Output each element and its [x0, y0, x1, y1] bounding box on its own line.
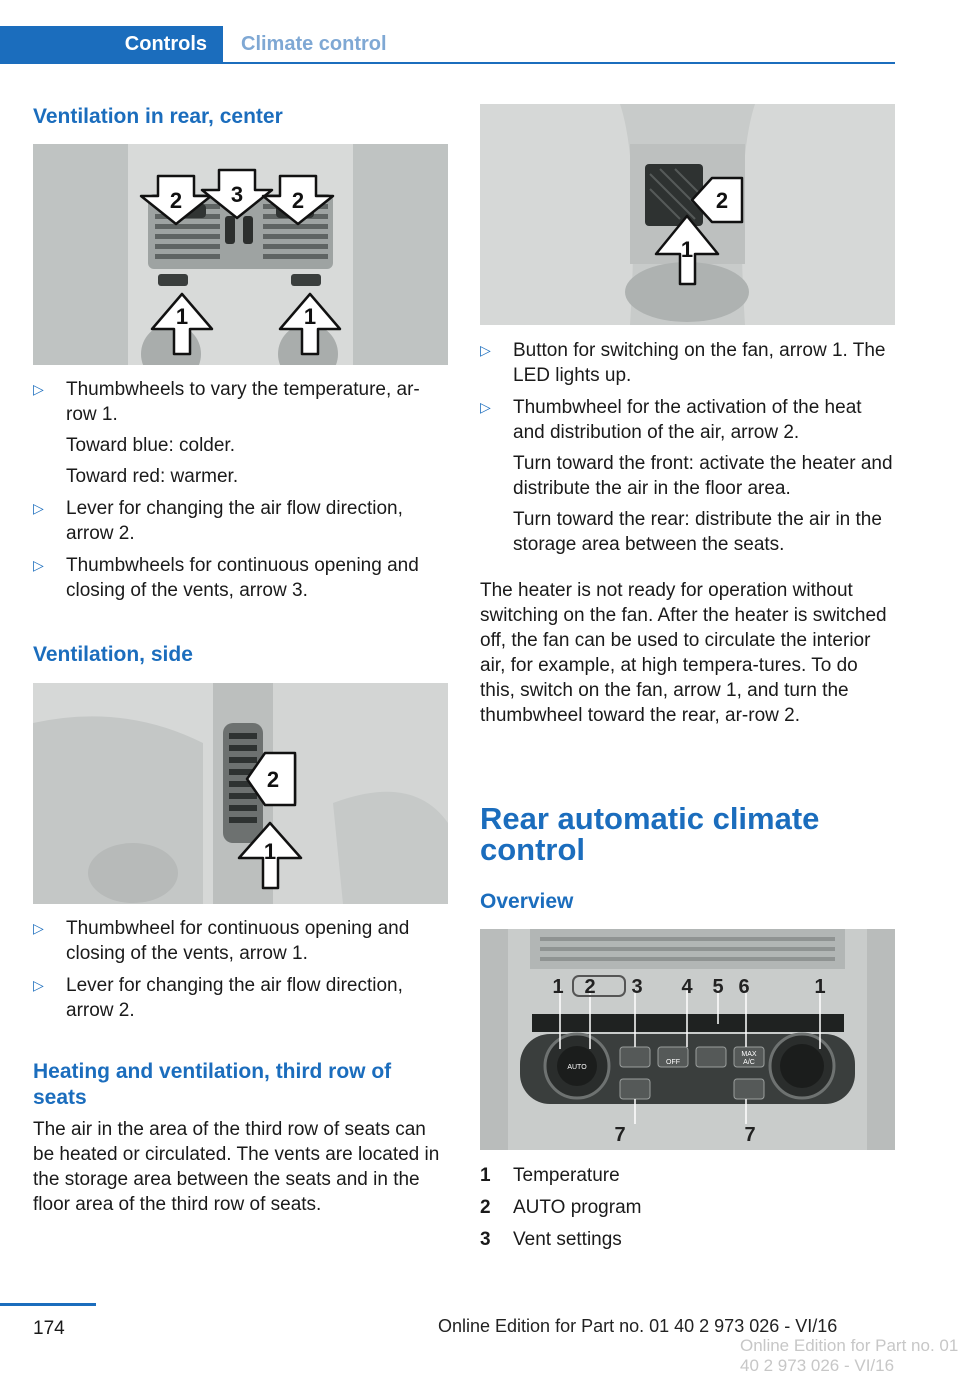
- side-list: [33, 916, 448, 1030]
- callout-4: 4: [681, 976, 693, 998]
- list-item: ▷ Lever for changing the air flow direction, arrow 2.: [33, 498, 403, 544]
- off-button-label: OFF: [666, 1059, 680, 1066]
- overview-legend: [480, 1163, 895, 1259]
- section-subtitle-overview: Overview: [480, 890, 574, 913]
- callout-7b: 7: [744, 1124, 756, 1146]
- callout-2b: 2: [291, 188, 305, 213]
- callout-1a: 1: [552, 976, 564, 998]
- section-title-rear-auto: Rear automatic climate control: [480, 801, 820, 867]
- list-item: ▷ Thumbwheel for continuous opening and closing of the vents, arrow 1.: [33, 918, 410, 964]
- triangle-bullet-icon: ▷: [33, 381, 44, 397]
- callout-5: 5: [712, 976, 724, 998]
- rear-center-vents-figure: [33, 144, 448, 365]
- list-item: ▷ Lever for changing the air flow direction, arrow 2.: [33, 975, 403, 1021]
- footer-rule: [0, 1303, 96, 1306]
- third-row-intro: The air in the area of the third row of seats can be heated or circulated. The vents are located in the storage area between the seats and in the floor area of the third row of seats.: [33, 1119, 440, 1215]
- triangle-bullet-icon: ▷: [33, 500, 44, 516]
- callout-1: 1: [680, 237, 694, 262]
- callout-2: 2: [584, 976, 596, 998]
- section-title-rear-center: Ventilation in rear, center: [33, 105, 283, 128]
- callout-1a: 1: [175, 304, 189, 329]
- triangle-bullet-icon: ▷: [480, 399, 491, 415]
- triangle-bullet-icon: ▷: [480, 342, 491, 358]
- callout-3: 3: [631, 976, 643, 998]
- rear-center-list: [33, 377, 448, 610]
- edition-note: Online Edition for Part no. 01 40 2 973 026 - VI/16: [438, 1316, 838, 1336]
- third-row-list: [480, 338, 895, 564]
- max-button-label: MAX: [741, 1051, 757, 1058]
- tab-controls[interactable]: Controls: [0, 26, 223, 62]
- section-title-third-row: Heating and ventilation, third row of seats: [33, 1060, 392, 1109]
- list-item: ▷ Thumbwheels for continuous opening and closing of the vents, arrow 3.: [33, 555, 419, 601]
- watermark: Online Edition for Part no. 01 40 2 973 026 - VI/16: [740, 1336, 959, 1375]
- triangle-bullet-icon: ▷: [33, 557, 44, 573]
- callout-1b: 1: [303, 304, 317, 329]
- callout-2: 2: [715, 188, 729, 213]
- ac-button-label: A/C: [743, 1059, 755, 1066]
- rear-climate-panel-figure: [480, 929, 895, 1150]
- triangle-bullet-icon: ▷: [33, 920, 44, 936]
- callout-7a: 7: [614, 1124, 626, 1146]
- callout-2a: 2: [169, 188, 183, 213]
- callout-2: 2: [266, 767, 280, 792]
- tab-climate-control[interactable]: Climate control: [241, 33, 387, 55]
- list-item: ▷ Button for switching on the fan, arrow 1. The LED lights up.: [480, 340, 886, 386]
- legend-row: 1 Temperature: [480, 1165, 620, 1186]
- third-row-figure: [480, 104, 895, 325]
- third-row-paragraph: The heater is not ready for operation without switching on the fan. After the heater is switched off, the fan can be used to circulate the interior air, for example, at high tempera-tures. To do this, switch on the fan, arrow 1, and turn the thumbwheel toward the rear, ar-row 2.: [480, 580, 887, 726]
- header-tabs: [0, 26, 895, 64]
- list-item: ▷ Thumbwheels to vary the temperature, ar-row 1. Toward blue: colder. Toward red: warmer.: [33, 379, 420, 487]
- callout-1b: 1: [814, 976, 826, 998]
- callout-3: 3: [230, 182, 244, 207]
- list-item: ▷ Thumbwheel for the activation of the heat and distribution of the air, arrow 2. Turn toward the front: activate the heater and distribute the air in the floor area. Turn toward the rear: distribute the air in the storage area between the seats.: [480, 397, 893, 555]
- legend-row: 3 Vent settings: [480, 1229, 622, 1250]
- triangle-bullet-icon: ▷: [33, 977, 44, 993]
- side-vent-figure: [33, 683, 448, 904]
- legend-row: 2 AUTO program: [480, 1197, 642, 1218]
- page-number: 174: [33, 1318, 65, 1339]
- callout-6: 6: [738, 976, 750, 998]
- callout-1: 1: [263, 839, 277, 864]
- auto-button-label: AUTO: [567, 1064, 587, 1071]
- section-title-side: Ventilation, side: [33, 643, 193, 666]
